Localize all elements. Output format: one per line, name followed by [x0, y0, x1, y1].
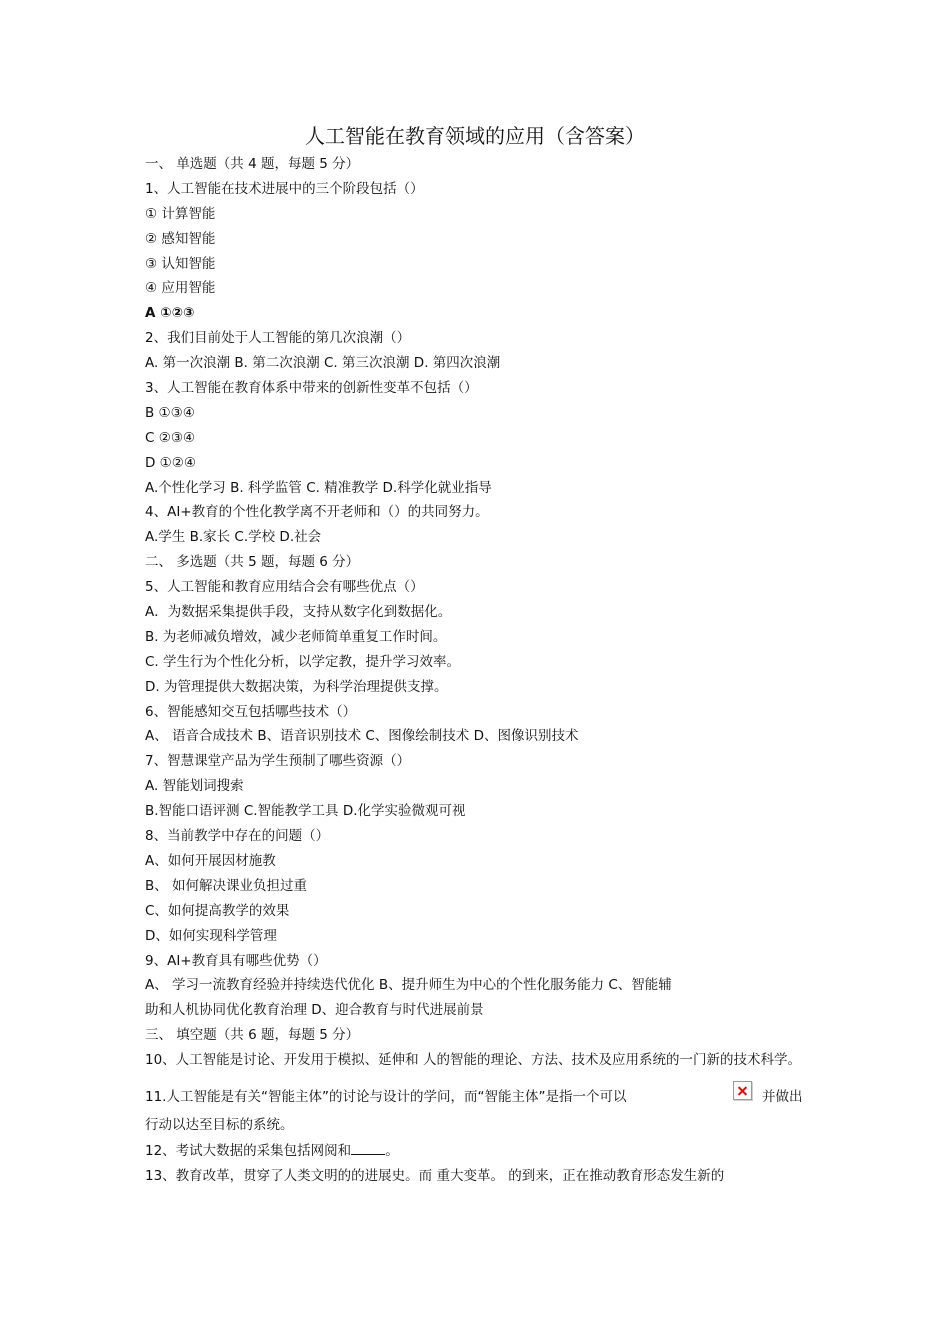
option-line: ③ 认知智能: [145, 255, 216, 272]
section-heading-multiple-choice: 二、 多选题（共 5 题，每题 6 分）: [145, 554, 360, 571]
question-list: [145, 152, 815, 1189]
option-line: D. 为管理提供大数据决策，为科学治理提供支撑。: [145, 678, 448, 695]
question-12-text: 12、考试大数据的采集包括网阅和: [145, 1142, 352, 1159]
option-line: D ①②④: [145, 454, 196, 471]
question-11: [145, 1083, 815, 1111]
answer-blank: [351, 1142, 385, 1155]
question-3: 3、人工智能在教育体系中带来的创新性变革不包括（）: [145, 380, 478, 397]
option-line: D、如何实现科学管理: [145, 927, 277, 944]
option-line: B. 为老师减负增效，减少老师简单重复工作时间。: [145, 628, 447, 645]
question-11-continuation: 行动以达至目标的系统。: [145, 1116, 294, 1133]
question-11-head: 11.人工智能是有关“智能主体”的讨论与设计的学问，而“智能主体”是指一个可以: [145, 1088, 627, 1105]
option-line: ① 计算智能: [145, 205, 216, 222]
question-11-tail: 并做出: [762, 1088, 803, 1105]
option-line: A、如何开展因材施教: [145, 852, 276, 869]
question-8: 8、当前教学中存在的问题（）: [145, 828, 330, 845]
question-4: 4、AI+教育的个性化教学离不开老师和（）的共同努力。: [145, 504, 489, 521]
option-line: ④ 应用智能: [145, 280, 216, 297]
option-line: A. 第一次浪潮 B. 第二次浪潮 C. 第三次浪潮 D. 第四次浪潮: [145, 355, 501, 372]
section-heading-fill-in: 三、 填空题（共 6 题，每题 5 分）: [145, 1027, 360, 1044]
question-2: 2、我们目前处于人工智能的第几次浪潮（）: [145, 330, 411, 347]
document-title: 人工智能在教育领域的应用（含答案）: [305, 124, 645, 148]
question-6: 6、智能感知交互包括哪些技术（）: [145, 703, 357, 720]
question-7: 7、智慧课堂产品为学生预制了哪些资源（）: [145, 753, 411, 770]
section-heading-single-choice: 一、 单选题（共 4 题，每题 5 分）: [145, 156, 360, 172]
option-line: 助和人机协同优化教育治理 D、迎合教育与时代进展前景: [145, 1002, 484, 1019]
option-line: C. 学生行为个性化分析，以学定教，提升学习效率。: [145, 653, 461, 670]
option-line: A．为数据采集提供手段，支持从数字化到数据化。: [145, 604, 452, 621]
question-9: 9、AI+教育具有哪些优势（）: [145, 952, 327, 969]
option-line: A、 语音合成技术 B、语音识别技术 C、图像绘制技术 D、图像识别技术: [145, 728, 579, 745]
option-line: ② 感知智能: [145, 230, 216, 247]
option-line: C ②③④: [145, 429, 196, 446]
option-line: B、 如何解决课业负担过重: [145, 877, 308, 894]
option-line: B ①③④: [145, 404, 195, 421]
option-line: A. 智能划词搜索: [145, 778, 244, 795]
question-5: 5、人工智能和教育应用结合会有哪些优点（）: [145, 579, 424, 596]
option-line: A.学生 B.家长 C.学校 D.社会: [145, 529, 322, 546]
question-10: 10、人工智能是讨论、开发用于模拟、延伸和 人的智能的理论、方法、技术及应用系统的一门新的技术科学。: [145, 1052, 801, 1069]
question-12-end: 。: [385, 1142, 399, 1159]
question-13: 13、教育改革，贯穿了人类文明的的进展史。而 重大变革。 的到来，正在推动教育形态发生新的: [145, 1167, 725, 1184]
option-line: A.个性化学习 B. 科学监管 C. 精准教学 D.科学化就业指导: [145, 479, 492, 496]
question-12: [145, 1139, 815, 1164]
question-1: 1、人工智能在技术进展中的三个阶段包括（）: [145, 180, 424, 197]
broken-image-icon: [733, 1081, 752, 1100]
option-line: B.智能口语评测 C.智能教学工具 D.化学实验微观可视: [145, 803, 466, 820]
option-line: C、如何提高教学的效果: [145, 902, 290, 919]
answer-line: A ①②③: [145, 305, 195, 322]
option-line: A、 学习一流教育经验并持续迭代优化 B、提升师生为中心的个性化服务能力 C、智能辅: [145, 977, 672, 994]
